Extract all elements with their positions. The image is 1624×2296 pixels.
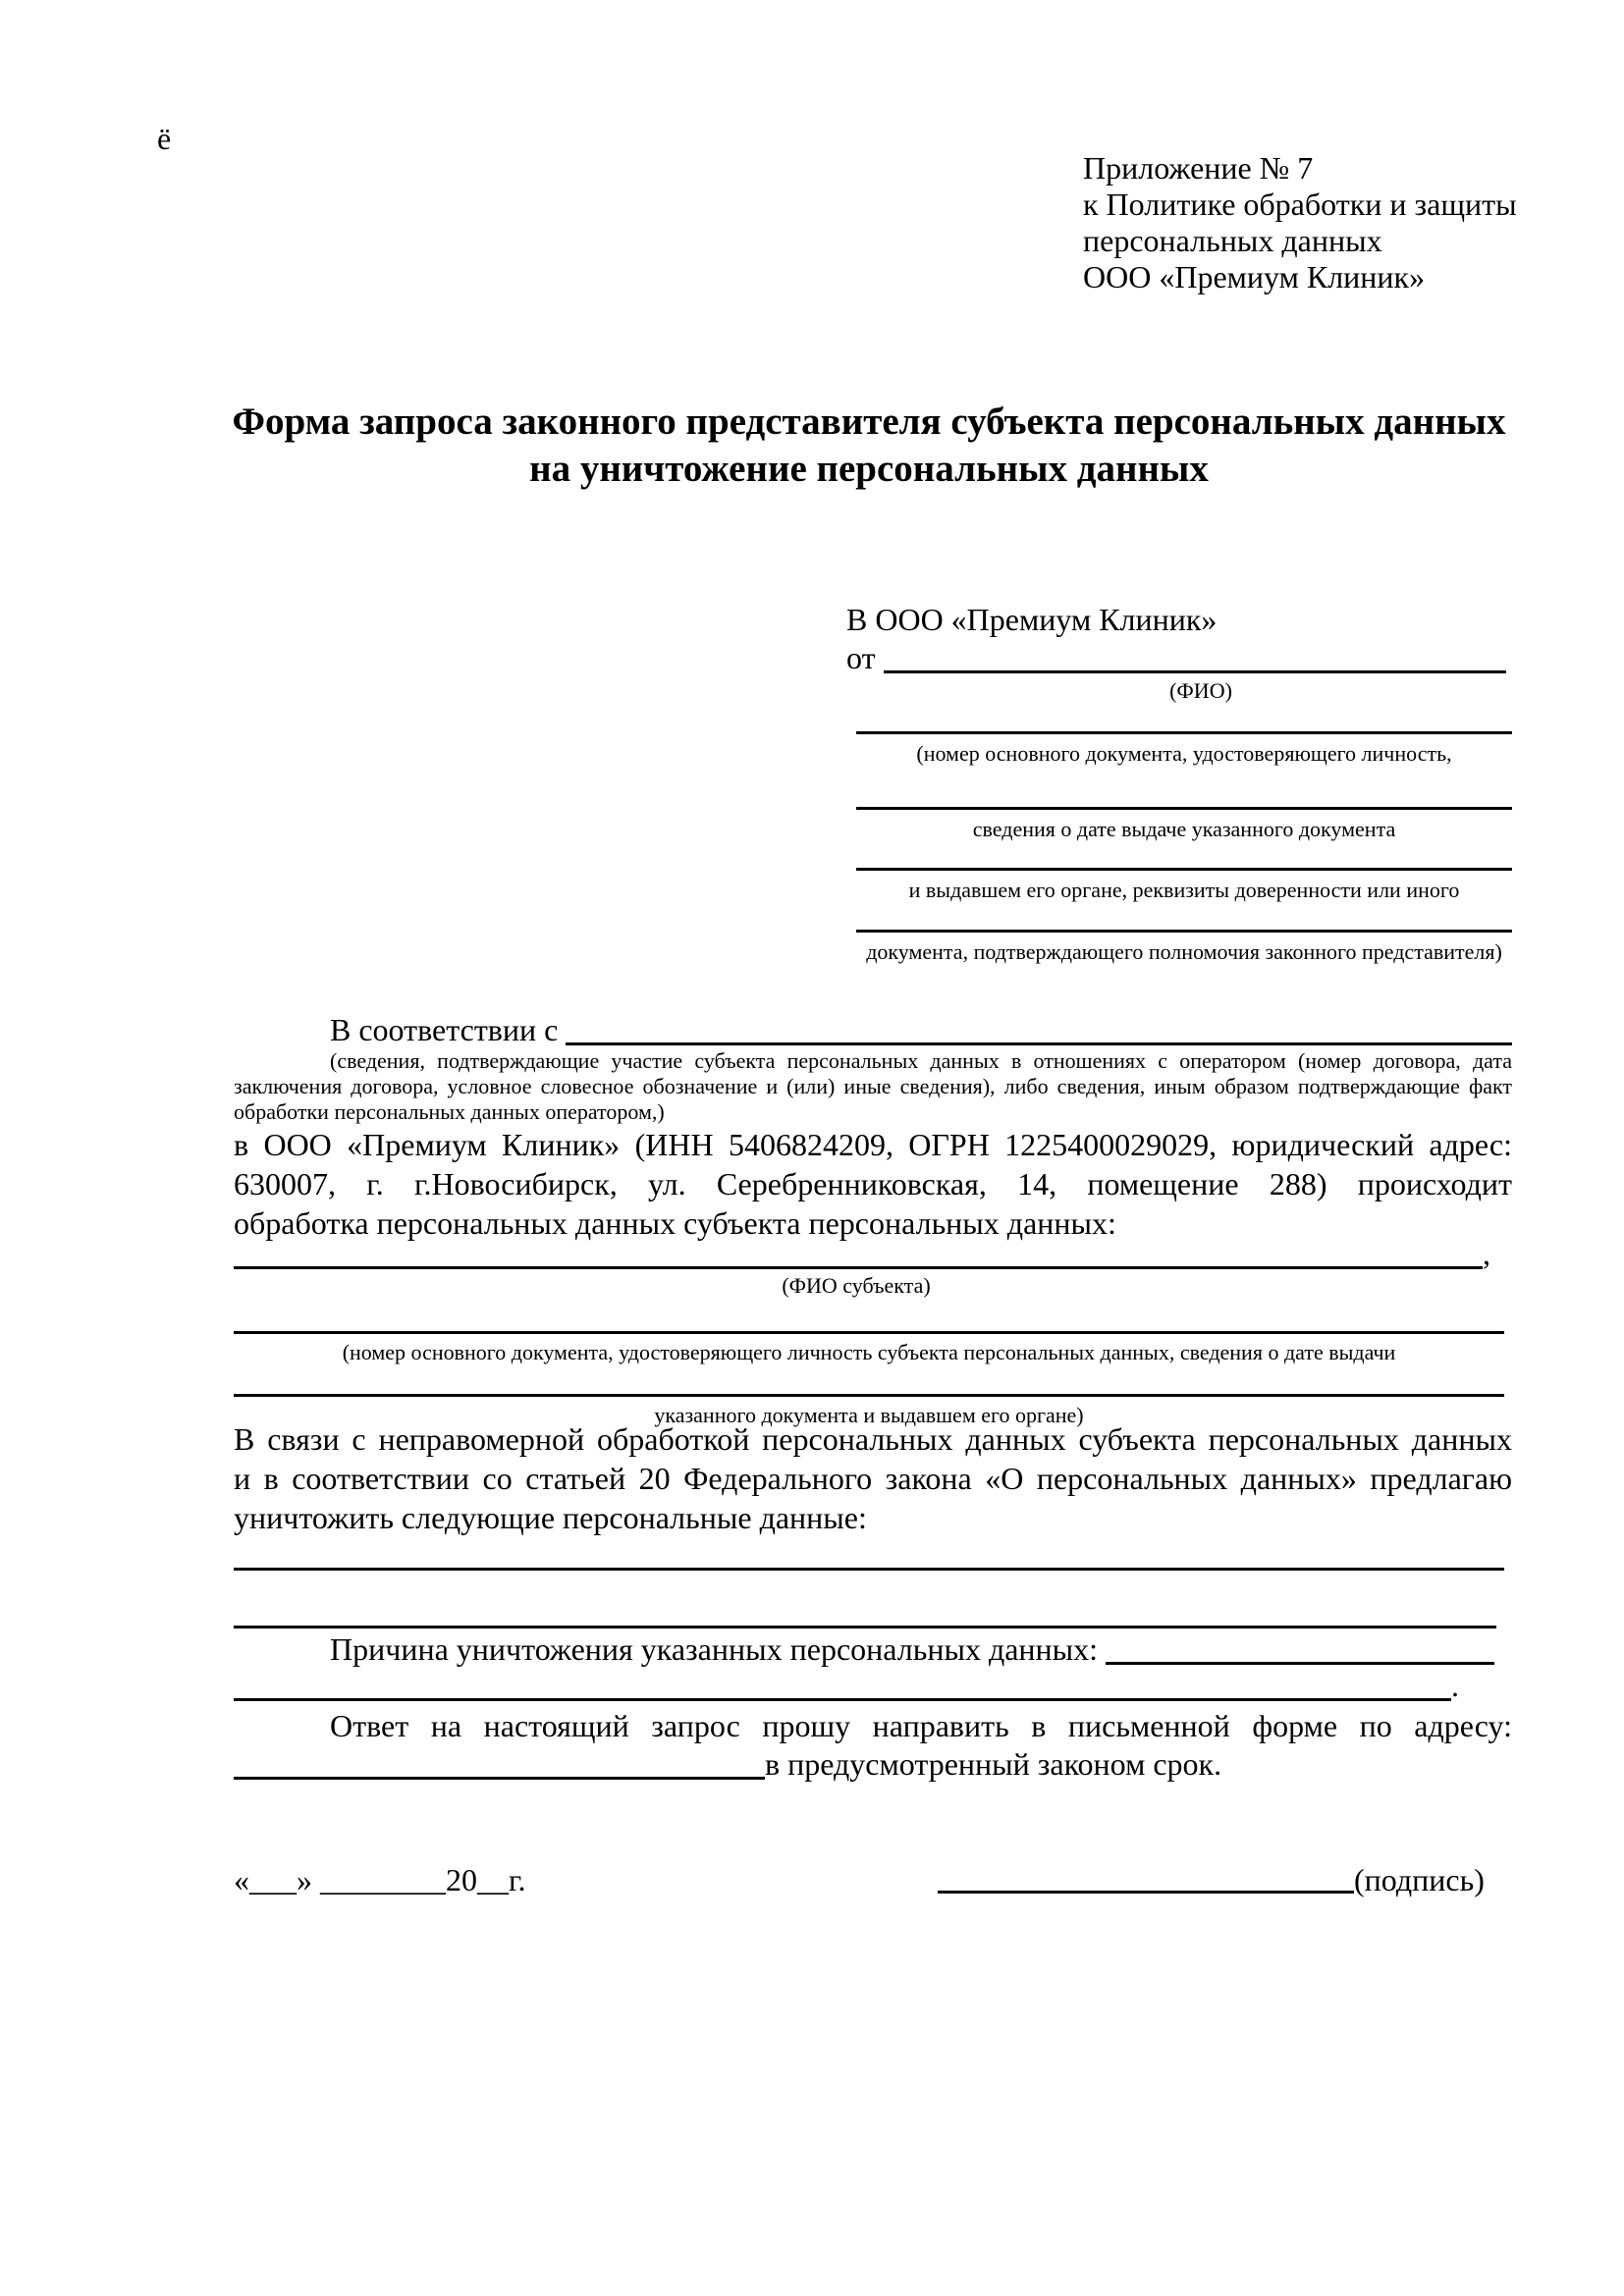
accordance-label: В соответствии с bbox=[330, 1012, 567, 1047]
destruction-line-3: уничтожить следующие персональные данные: bbox=[234, 1500, 867, 1535]
from-label: от bbox=[846, 640, 884, 675]
stray-char: ё bbox=[157, 121, 172, 156]
appendix-line: Приложение № 7 bbox=[1083, 150, 1314, 186]
addressee-to: В ООО «Премиум Клиник» bbox=[846, 602, 1218, 637]
operator-line-1: в ООО «Премиум Клиник» (ИНН 5406824209, ОГРН 1225400029029, юридический адрес: bbox=[234, 1127, 1512, 1162]
reason-label: Причина уничтожения указанных персональных данных: bbox=[330, 1631, 1107, 1667]
answer-line: Ответ на настоящий запрос прошу направить в письменной форме по адресу: bbox=[330, 1708, 1512, 1743]
term-row bbox=[234, 1745, 1512, 1783]
representative-fio-blank-line bbox=[884, 659, 1506, 673]
comma: , bbox=[1483, 1236, 1490, 1271]
subject-doc-blank-line-1 bbox=[234, 1331, 1504, 1334]
doc-blank-line-1 bbox=[856, 731, 1512, 734]
signature-caption: (подпись) bbox=[1354, 1862, 1485, 1897]
reason-blank-line-2 bbox=[234, 1686, 1451, 1701]
doc-blank-line-4 bbox=[856, 930, 1512, 933]
accordance-row bbox=[234, 1011, 1512, 1048]
doc-caption-4: документа, подтверждающего полномочия законного представителя) bbox=[866, 939, 1502, 964]
doc-caption-3: и выдавшем его органе, реквизиты доверенности или иного bbox=[908, 878, 1460, 902]
doc-caption-2: сведения о дате выдаче указанного документа bbox=[972, 817, 1396, 841]
subject-doc-caption-2: указанного документа и выдавшем его органе) bbox=[654, 1403, 1084, 1427]
operator-line-2: 630007, г. г.Новосибирск, ул. Серебренниковская, 14, помещение 288) происходит bbox=[234, 1166, 1512, 1201]
reason-row bbox=[234, 1630, 1494, 1668]
subject-fio-row bbox=[234, 1235, 1490, 1272]
doc-blank-line-3 bbox=[856, 868, 1512, 871]
note-line-2: заключения договора, условное словесное обозначение и (или) иные сведения), либо сведения, иным образом подтверждающие факт bbox=[234, 1074, 1512, 1098]
subject-doc-caption-1: (номер основного документа, удостоверяющего личность субъекта персональных данных, сведения о дате выдачи bbox=[342, 1340, 1396, 1364]
note-line-1: (сведения, подтверждающие участие субъекта персональных данных в отношениях с оператором (номер договора, дата bbox=[330, 1048, 1512, 1073]
operator-line-3: обработка персональных данных субъекта персональных данных: bbox=[234, 1205, 1116, 1241]
reason-blank-line bbox=[1106, 1650, 1494, 1665]
period: . bbox=[1451, 1668, 1459, 1703]
title-line-1: Форма запроса законного представителя субъекта персональных данных bbox=[232, 400, 1506, 443]
subject-fio-caption: (ФИО субъекта) bbox=[782, 1273, 931, 1298]
term-text: в предусмотренный законом срок. bbox=[765, 1746, 1222, 1782]
destruction-line-1: В связи с неправомерной обработкой персональных данных субъекта персональных данных bbox=[234, 1421, 1512, 1457]
document-title bbox=[177, 399, 1561, 493]
destruction-line-2: и в соответствии со статьей 20 Федерального закона «О персональных данных» предлагаю bbox=[234, 1461, 1512, 1496]
appendix-line: ООО «Премиум Клиник» bbox=[1083, 259, 1426, 294]
fio-caption: (ФИО) bbox=[1169, 678, 1232, 703]
title-line-2: на уничтожение персональных данных bbox=[529, 448, 1209, 490]
appendix-line: к Политике обработки и защиты bbox=[1083, 187, 1517, 222]
data-blank-line-1 bbox=[234, 1568, 1504, 1571]
answer-paragraph bbox=[234, 1706, 1512, 1745]
note-line-3: обработки персональных данных оператором,) bbox=[234, 1099, 665, 1124]
destruction-paragraph bbox=[234, 1419, 1512, 1537]
accordance-blank-line bbox=[566, 1031, 1512, 1045]
addressee-from-row bbox=[846, 639, 1506, 676]
appendix-block bbox=[1083, 150, 1535, 295]
doc-blank-line-2 bbox=[856, 807, 1512, 810]
subject-doc-blank-line-2 bbox=[234, 1394, 1504, 1397]
appendix-line: персональных данных bbox=[1083, 223, 1382, 258]
address-blank-line bbox=[234, 1765, 765, 1780]
signature-blank-line bbox=[938, 1891, 1354, 1894]
subject-fio-blank-line bbox=[234, 1255, 1483, 1269]
reason-continuation-row bbox=[234, 1667, 1459, 1704]
date-line: «___» ________20__г. bbox=[234, 1862, 526, 1897]
accordance-note bbox=[234, 1048, 1512, 1125]
operator-paragraph bbox=[234, 1125, 1512, 1243]
doc-caption-1: (номер основного документа, удостоверяющего личность, bbox=[916, 741, 1452, 766]
data-blank-line-2 bbox=[234, 1626, 1496, 1629]
